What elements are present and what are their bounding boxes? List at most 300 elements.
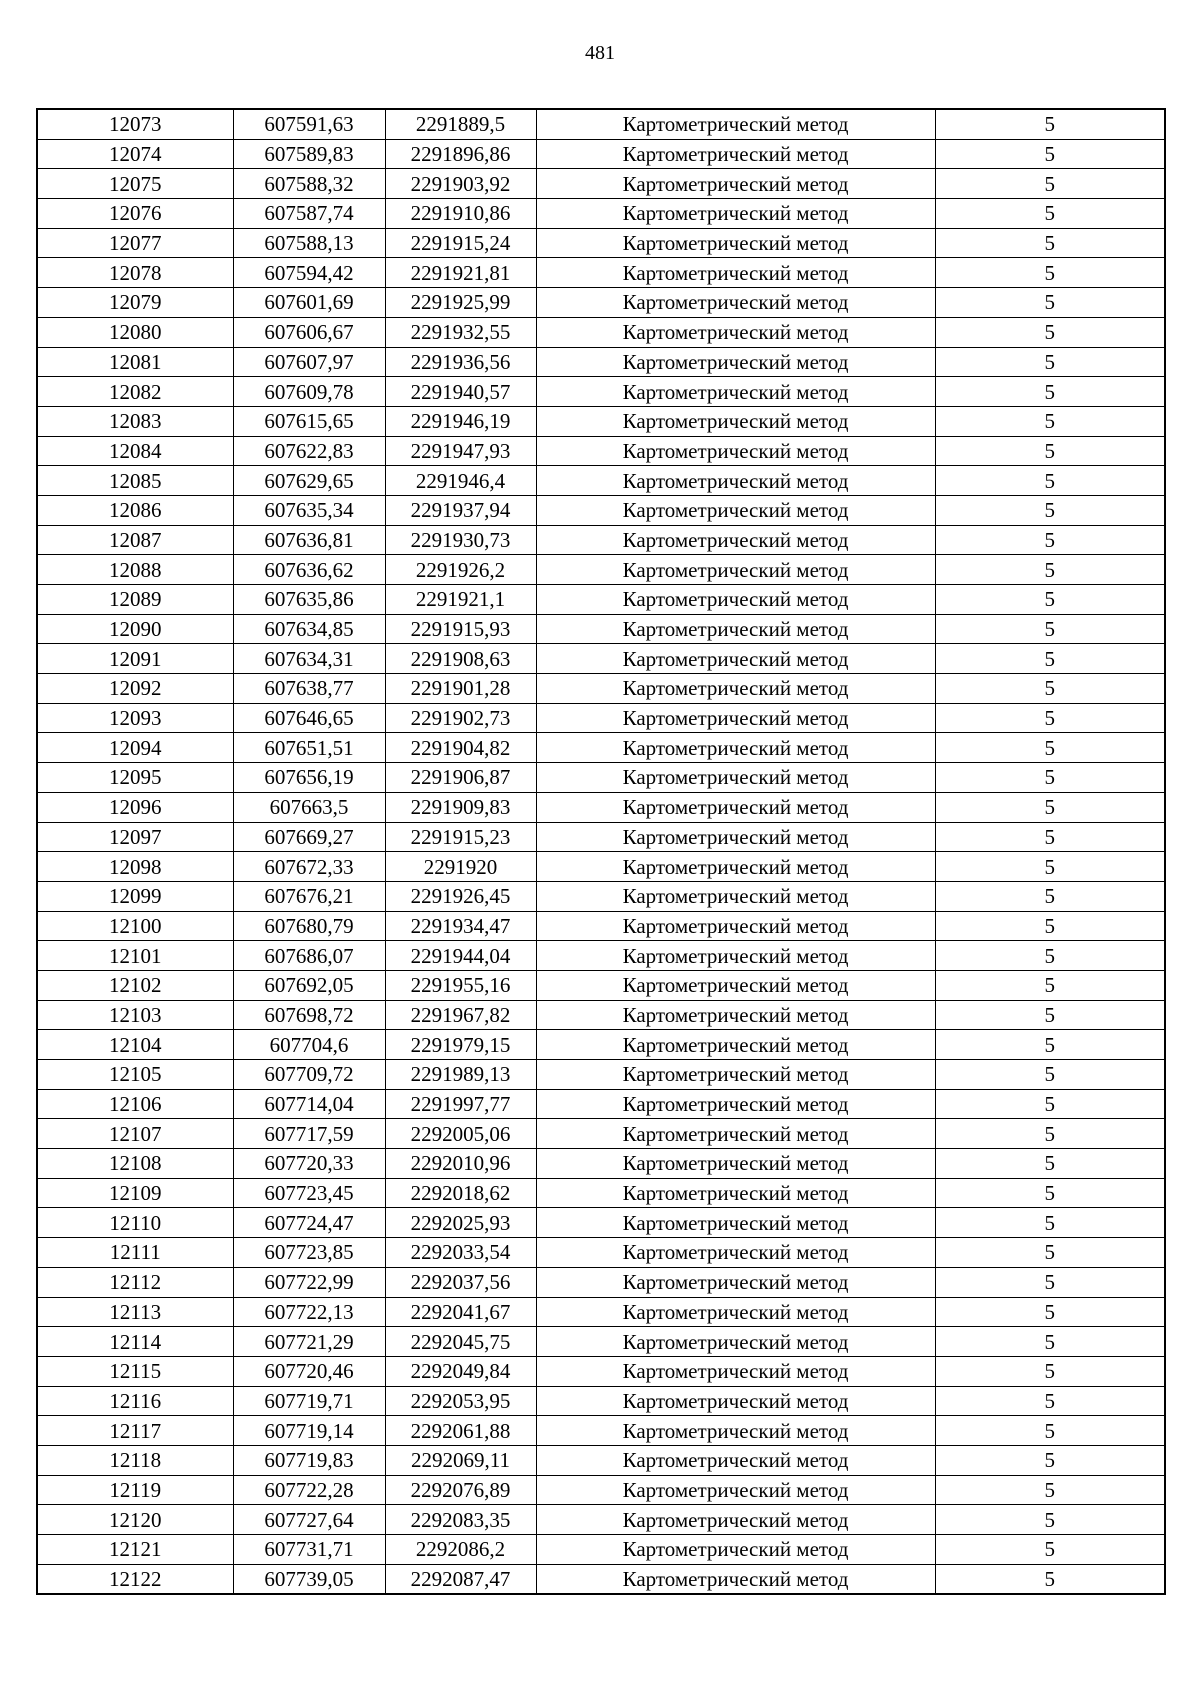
y-coordinate-cell: 2292037,56: [385, 1267, 536, 1297]
table-row: [37, 1445, 1165, 1475]
point-number-cell: 12090: [37, 614, 233, 644]
method-cell: Картометрический метод: [536, 674, 935, 704]
x-coordinate-cell: 607622,83: [233, 436, 385, 466]
accuracy-cell: 5: [935, 258, 1165, 288]
accuracy-cell: 5: [935, 1089, 1165, 1119]
point-number-cell: 12100: [37, 911, 233, 941]
point-number-cell: 12112: [37, 1267, 233, 1297]
y-coordinate-cell: 2291920: [385, 852, 536, 882]
x-coordinate-cell: 607719,83: [233, 1445, 385, 1475]
accuracy-cell: 5: [935, 941, 1165, 971]
accuracy-cell: 5: [935, 674, 1165, 704]
table-row: [37, 1564, 1165, 1594]
point-number-cell: 12075: [37, 169, 233, 199]
point-number-cell: 12110: [37, 1208, 233, 1238]
method-cell: Картометрический метод: [536, 1386, 935, 1416]
accuracy-cell: 5: [935, 288, 1165, 318]
point-number-cell: 12120: [37, 1505, 233, 1535]
y-coordinate-cell: 2291921,81: [385, 258, 536, 288]
method-cell: Картометрический метод: [536, 228, 935, 258]
x-coordinate-cell: 607587,74: [233, 199, 385, 229]
table-row: [37, 525, 1165, 555]
table-row: [37, 911, 1165, 941]
accuracy-cell: 5: [935, 199, 1165, 229]
y-coordinate-cell: 2292049,84: [385, 1356, 536, 1386]
method-cell: Картометрический метод: [536, 703, 935, 733]
point-number-cell: 12082: [37, 377, 233, 407]
y-coordinate-cell: 2291979,15: [385, 1030, 536, 1060]
x-coordinate-cell: 607680,79: [233, 911, 385, 941]
x-coordinate-cell: 607739,05: [233, 1564, 385, 1594]
method-cell: Картометрический метод: [536, 109, 935, 139]
method-cell: Картометрический метод: [536, 1119, 935, 1149]
point-number-cell: 12076: [37, 199, 233, 229]
method-cell: Картометрический метод: [536, 288, 935, 318]
y-coordinate-cell: 2291932,55: [385, 317, 536, 347]
x-coordinate-cell: 607721,29: [233, 1327, 385, 1357]
method-cell: Картометрический метод: [536, 1238, 935, 1268]
y-coordinate-cell: 2291926,45: [385, 881, 536, 911]
method-cell: Картометрический метод: [536, 1089, 935, 1119]
method-cell: Картометрический метод: [536, 1060, 935, 1090]
accuracy-cell: 5: [935, 1149, 1165, 1179]
method-cell: Картометрический метод: [536, 1475, 935, 1505]
method-cell: Картометрический метод: [536, 1208, 935, 1238]
accuracy-cell: 5: [935, 733, 1165, 763]
x-coordinate-cell: 607709,72: [233, 1060, 385, 1090]
point-number-cell: 12087: [37, 525, 233, 555]
y-coordinate-cell: 2291908,63: [385, 644, 536, 674]
table-row: [37, 1149, 1165, 1179]
accuracy-cell: 5: [935, 1416, 1165, 1446]
table-row: [37, 436, 1165, 466]
method-cell: Картометрический метод: [536, 1327, 935, 1357]
table-row: [37, 1505, 1165, 1535]
accuracy-cell: 5: [935, 1505, 1165, 1535]
x-coordinate-cell: 607634,31: [233, 644, 385, 674]
method-cell: Картометрический метод: [536, 406, 935, 436]
table-row: [37, 703, 1165, 733]
y-coordinate-cell: 2291944,04: [385, 941, 536, 971]
accuracy-cell: 5: [935, 792, 1165, 822]
point-number-cell: 12108: [37, 1149, 233, 1179]
accuracy-cell: 5: [935, 1119, 1165, 1149]
method-cell: Картометрический метод: [536, 822, 935, 852]
method-cell: Картометрический метод: [536, 555, 935, 585]
method-cell: Картометрический метод: [536, 585, 935, 615]
point-number-cell: 12081: [37, 347, 233, 377]
y-coordinate-cell: 2292041,67: [385, 1297, 536, 1327]
x-coordinate-cell: 607634,85: [233, 614, 385, 644]
x-coordinate-cell: 607635,34: [233, 495, 385, 525]
x-coordinate-cell: 607629,65: [233, 466, 385, 496]
accuracy-cell: 5: [935, 1267, 1165, 1297]
table-row: [37, 970, 1165, 1000]
x-coordinate-cell: 607672,33: [233, 852, 385, 882]
y-coordinate-cell: 2292083,35: [385, 1505, 536, 1535]
accuracy-cell: 5: [935, 970, 1165, 1000]
table-row: [37, 1475, 1165, 1505]
table-row: [37, 1267, 1165, 1297]
y-coordinate-cell: 2291889,5: [385, 109, 536, 139]
x-coordinate-cell: 607724,47: [233, 1208, 385, 1238]
method-cell: Картометрический метод: [536, 733, 935, 763]
accuracy-cell: 5: [935, 644, 1165, 674]
table-row: [37, 1060, 1165, 1090]
x-coordinate-cell: 607615,65: [233, 406, 385, 436]
accuracy-cell: 5: [935, 1356, 1165, 1386]
accuracy-cell: 5: [935, 109, 1165, 139]
table-row: [37, 1386, 1165, 1416]
coordinates-table: [36, 108, 1166, 1595]
x-coordinate-cell: 607731,71: [233, 1535, 385, 1565]
table-row: [37, 644, 1165, 674]
accuracy-cell: 5: [935, 1030, 1165, 1060]
y-coordinate-cell: 2291896,86: [385, 139, 536, 169]
table-row: [37, 1416, 1165, 1446]
method-cell: Картометрический метод: [536, 466, 935, 496]
y-coordinate-cell: 2291910,86: [385, 199, 536, 229]
table-row: [37, 941, 1165, 971]
table-row: [37, 614, 1165, 644]
x-coordinate-cell: 607722,28: [233, 1475, 385, 1505]
point-number-cell: 12080: [37, 317, 233, 347]
point-number-cell: 12114: [37, 1327, 233, 1357]
accuracy-cell: 5: [935, 881, 1165, 911]
table-row: [37, 1178, 1165, 1208]
y-coordinate-cell: 2291926,2: [385, 555, 536, 585]
accuracy-cell: 5: [935, 703, 1165, 733]
point-number-cell: 12077: [37, 228, 233, 258]
point-number-cell: 12106: [37, 1089, 233, 1119]
page-number: 481: [585, 42, 615, 64]
accuracy-cell: 5: [935, 1475, 1165, 1505]
point-number-cell: 12079: [37, 288, 233, 318]
table-row: [37, 1327, 1165, 1357]
accuracy-cell: 5: [935, 763, 1165, 793]
method-cell: Картометрический метод: [536, 1445, 935, 1475]
table-row: [37, 1297, 1165, 1327]
point-number-cell: 12119: [37, 1475, 233, 1505]
table-row: [37, 555, 1165, 585]
table-row: [37, 852, 1165, 882]
table-row: [37, 406, 1165, 436]
point-number-cell: 12099: [37, 881, 233, 911]
point-number-cell: 12118: [37, 1445, 233, 1475]
point-number-cell: 12122: [37, 1564, 233, 1594]
method-cell: Картометрический метод: [536, 1416, 935, 1446]
x-coordinate-cell: 607692,05: [233, 970, 385, 1000]
x-coordinate-cell: 607720,46: [233, 1356, 385, 1386]
table-row: [37, 1238, 1165, 1268]
accuracy-cell: 5: [935, 1178, 1165, 1208]
y-coordinate-cell: 2292053,95: [385, 1386, 536, 1416]
x-coordinate-cell: 607663,5: [233, 792, 385, 822]
x-coordinate-cell: 607686,07: [233, 941, 385, 971]
method-cell: Картометрический метод: [536, 1564, 935, 1594]
y-coordinate-cell: 2291915,24: [385, 228, 536, 258]
method-cell: Картометрический метод: [536, 970, 935, 1000]
table-row: [37, 317, 1165, 347]
y-coordinate-cell: 2292025,93: [385, 1208, 536, 1238]
x-coordinate-cell: 607656,19: [233, 763, 385, 793]
table-row: [37, 1208, 1165, 1238]
x-coordinate-cell: 607720,33: [233, 1149, 385, 1179]
accuracy-cell: 5: [935, 347, 1165, 377]
x-coordinate-cell: 607676,21: [233, 881, 385, 911]
y-coordinate-cell: 2291936,56: [385, 347, 536, 377]
table-row: [37, 1535, 1165, 1565]
x-coordinate-cell: 607638,77: [233, 674, 385, 704]
table-row: [37, 1000, 1165, 1030]
accuracy-cell: 5: [935, 1327, 1165, 1357]
y-coordinate-cell: 2291955,16: [385, 970, 536, 1000]
y-coordinate-cell: 2291930,73: [385, 525, 536, 555]
x-coordinate-cell: 607601,69: [233, 288, 385, 318]
point-number-cell: 12091: [37, 644, 233, 674]
method-cell: Картометрический метод: [536, 169, 935, 199]
point-number-cell: 12085: [37, 466, 233, 496]
accuracy-cell: 5: [935, 169, 1165, 199]
table-row: [37, 466, 1165, 496]
method-cell: Картометрический метод: [536, 911, 935, 941]
x-coordinate-cell: 607607,97: [233, 347, 385, 377]
method-cell: Картометрический метод: [536, 1267, 935, 1297]
method-cell: Картометрический метод: [536, 1297, 935, 1327]
point-number-cell: 12097: [37, 822, 233, 852]
x-coordinate-cell: 607719,14: [233, 1416, 385, 1446]
point-number-cell: 12113: [37, 1297, 233, 1327]
accuracy-cell: 5: [935, 1564, 1165, 1594]
y-coordinate-cell: 2291925,99: [385, 288, 536, 318]
method-cell: Картометрический метод: [536, 377, 935, 407]
point-number-cell: 12095: [37, 763, 233, 793]
point-number-cell: 12073: [37, 109, 233, 139]
table-row: [37, 258, 1165, 288]
table-row: [37, 881, 1165, 911]
y-coordinate-cell: 2292069,11: [385, 1445, 536, 1475]
point-number-cell: 12078: [37, 258, 233, 288]
method-cell: Картометрический метод: [536, 525, 935, 555]
accuracy-cell: 5: [935, 585, 1165, 615]
x-coordinate-cell: 607636,62: [233, 555, 385, 585]
method-cell: Картометрический метод: [536, 317, 935, 347]
accuracy-cell: 5: [935, 228, 1165, 258]
table-row: [37, 763, 1165, 793]
accuracy-cell: 5: [935, 1297, 1165, 1327]
y-coordinate-cell: 2291989,13: [385, 1060, 536, 1090]
accuracy-cell: 5: [935, 1386, 1165, 1416]
point-number-cell: 12086: [37, 495, 233, 525]
method-cell: Картометрический метод: [536, 1178, 935, 1208]
accuracy-cell: 5: [935, 1238, 1165, 1268]
y-coordinate-cell: 2292010,96: [385, 1149, 536, 1179]
table-row: [37, 288, 1165, 318]
table-row: [37, 585, 1165, 615]
point-number-cell: 12074: [37, 139, 233, 169]
method-cell: Картометрический метод: [536, 614, 935, 644]
x-coordinate-cell: 607722,99: [233, 1267, 385, 1297]
accuracy-cell: 5: [935, 377, 1165, 407]
method-cell: Картометрический метод: [536, 1030, 935, 1060]
x-coordinate-cell: 607591,63: [233, 109, 385, 139]
accuracy-cell: 5: [935, 1208, 1165, 1238]
point-number-cell: 12083: [37, 406, 233, 436]
accuracy-cell: 5: [935, 139, 1165, 169]
point-number-cell: 12094: [37, 733, 233, 763]
accuracy-cell: 5: [935, 525, 1165, 555]
point-number-cell: 12105: [37, 1060, 233, 1090]
accuracy-cell: 5: [935, 1060, 1165, 1090]
x-coordinate-cell: 607646,65: [233, 703, 385, 733]
x-coordinate-cell: 607609,78: [233, 377, 385, 407]
coordinates-table-body: [37, 109, 1165, 1594]
y-coordinate-cell: 2291904,82: [385, 733, 536, 763]
accuracy-cell: 5: [935, 822, 1165, 852]
accuracy-cell: 5: [935, 406, 1165, 436]
point-number-cell: 12107: [37, 1119, 233, 1149]
point-number-cell: 12089: [37, 585, 233, 615]
x-coordinate-cell: 607588,32: [233, 169, 385, 199]
point-number-cell: 12092: [37, 674, 233, 704]
accuracy-cell: 5: [935, 436, 1165, 466]
y-coordinate-cell: 2292045,75: [385, 1327, 536, 1357]
accuracy-cell: 5: [935, 1445, 1165, 1475]
table-row: [37, 792, 1165, 822]
table-row: [37, 347, 1165, 377]
y-coordinate-cell: 2291915,23: [385, 822, 536, 852]
point-number-cell: 12093: [37, 703, 233, 733]
method-cell: Картометрический метод: [536, 1000, 935, 1030]
x-coordinate-cell: 607719,71: [233, 1386, 385, 1416]
x-coordinate-cell: 607636,81: [233, 525, 385, 555]
x-coordinate-cell: 607669,27: [233, 822, 385, 852]
y-coordinate-cell: 2291915,93: [385, 614, 536, 644]
accuracy-cell: 5: [935, 317, 1165, 347]
point-number-cell: 12103: [37, 1000, 233, 1030]
point-number-cell: 12084: [37, 436, 233, 466]
method-cell: Картометрический метод: [536, 436, 935, 466]
method-cell: Картометрический метод: [536, 1505, 935, 1535]
x-coordinate-cell: 607723,45: [233, 1178, 385, 1208]
method-cell: Картометрический метод: [536, 495, 935, 525]
method-cell: Картометрический метод: [536, 1356, 935, 1386]
x-coordinate-cell: 607606,67: [233, 317, 385, 347]
y-coordinate-cell: 2292086,2: [385, 1535, 536, 1565]
accuracy-cell: 5: [935, 852, 1165, 882]
y-coordinate-cell: 2292018,62: [385, 1178, 536, 1208]
x-coordinate-cell: 607723,85: [233, 1238, 385, 1268]
point-number-cell: 12115: [37, 1356, 233, 1386]
point-number-cell: 12116: [37, 1386, 233, 1416]
table-row: [37, 495, 1165, 525]
method-cell: Картометрический метод: [536, 199, 935, 229]
x-coordinate-cell: 607698,72: [233, 1000, 385, 1030]
table-row: [37, 674, 1165, 704]
table-row: [37, 733, 1165, 763]
method-cell: Картометрический метод: [536, 139, 935, 169]
table-row: [37, 228, 1165, 258]
y-coordinate-cell: 2291967,82: [385, 1000, 536, 1030]
y-coordinate-cell: 2291902,73: [385, 703, 536, 733]
point-number-cell: 12104: [37, 1030, 233, 1060]
method-cell: Картометрический метод: [536, 763, 935, 793]
x-coordinate-cell: 607722,13: [233, 1297, 385, 1327]
accuracy-cell: 5: [935, 555, 1165, 585]
method-cell: Картометрический метод: [536, 644, 935, 674]
point-number-cell: 12096: [37, 792, 233, 822]
y-coordinate-cell: 2292005,06: [385, 1119, 536, 1149]
method-cell: Картометрический метод: [536, 1535, 935, 1565]
y-coordinate-cell: 2291921,1: [385, 585, 536, 615]
x-coordinate-cell: 607635,86: [233, 585, 385, 615]
method-cell: Картометрический метод: [536, 881, 935, 911]
method-cell: Картометрический метод: [536, 792, 935, 822]
method-cell: Картометрический метод: [536, 258, 935, 288]
table-row: [37, 199, 1165, 229]
y-coordinate-cell: 2292076,89: [385, 1475, 536, 1505]
y-coordinate-cell: 2291940,57: [385, 377, 536, 407]
table-row: [37, 377, 1165, 407]
method-cell: Картометрический метод: [536, 347, 935, 377]
y-coordinate-cell: 2292061,88: [385, 1416, 536, 1446]
table-row: [37, 109, 1165, 139]
method-cell: Картометрический метод: [536, 941, 935, 971]
y-coordinate-cell: 2291937,94: [385, 495, 536, 525]
x-coordinate-cell: 607704,6: [233, 1030, 385, 1060]
table-row: [37, 822, 1165, 852]
y-coordinate-cell: 2291903,92: [385, 169, 536, 199]
point-number-cell: 12102: [37, 970, 233, 1000]
table-row: [37, 139, 1165, 169]
y-coordinate-cell: 2292087,47: [385, 1564, 536, 1594]
point-number-cell: 12121: [37, 1535, 233, 1565]
accuracy-cell: 5: [935, 614, 1165, 644]
method-cell: Картометрический метод: [536, 852, 935, 882]
y-coordinate-cell: 2291909,83: [385, 792, 536, 822]
y-coordinate-cell: 2291934,47: [385, 911, 536, 941]
x-coordinate-cell: 607588,13: [233, 228, 385, 258]
table-row: [37, 1356, 1165, 1386]
y-coordinate-cell: 2291901,28: [385, 674, 536, 704]
y-coordinate-cell: 2291946,4: [385, 466, 536, 496]
accuracy-cell: 5: [935, 1535, 1165, 1565]
point-number-cell: 12117: [37, 1416, 233, 1446]
x-coordinate-cell: 607714,04: [233, 1089, 385, 1119]
y-coordinate-cell: 2291906,87: [385, 763, 536, 793]
x-coordinate-cell: 607589,83: [233, 139, 385, 169]
accuracy-cell: 5: [935, 495, 1165, 525]
x-coordinate-cell: 607594,42: [233, 258, 385, 288]
accuracy-cell: 5: [935, 466, 1165, 496]
x-coordinate-cell: 607717,59: [233, 1119, 385, 1149]
x-coordinate-cell: 607727,64: [233, 1505, 385, 1535]
y-coordinate-cell: 2292033,54: [385, 1238, 536, 1268]
table-row: [37, 1089, 1165, 1119]
point-number-cell: 12088: [37, 555, 233, 585]
x-coordinate-cell: 607651,51: [233, 733, 385, 763]
point-number-cell: 12111: [37, 1238, 233, 1268]
table-row: [37, 1119, 1165, 1149]
accuracy-cell: 5: [935, 911, 1165, 941]
point-number-cell: 12101: [37, 941, 233, 971]
y-coordinate-cell: 2291947,93: [385, 436, 536, 466]
y-coordinate-cell: 2291946,19: [385, 406, 536, 436]
y-coordinate-cell: 2291997,77: [385, 1089, 536, 1119]
point-number-cell: 12109: [37, 1178, 233, 1208]
accuracy-cell: 5: [935, 1000, 1165, 1030]
table-row: [37, 1030, 1165, 1060]
